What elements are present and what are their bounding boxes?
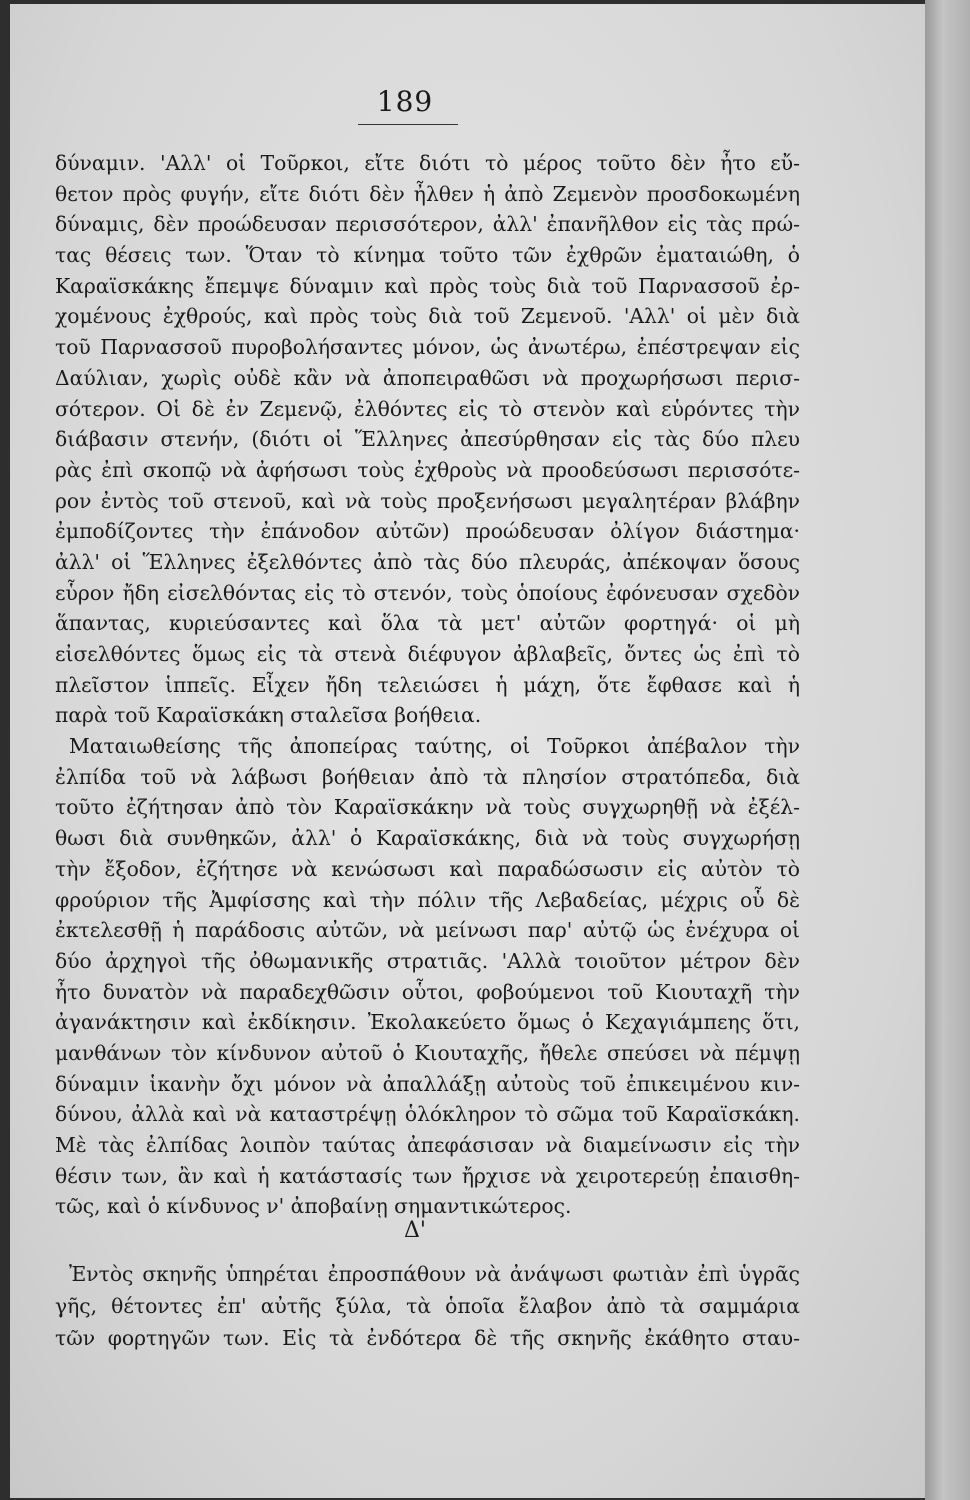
header-rule	[358, 124, 458, 125]
text-line: διάβασιν στενήν, (διότι οἱ Ἕλληνες ἀπεσύρθησαν εἰς τὰς δύο πλευ	[55, 427, 800, 452]
text-line: γῆς, θέτοντες ἐπ' αὐτῆς ξύλα, τὰ ὁποῖα ἔλαβον ἀπὸ τὰ σαμμάρια	[55, 1294, 800, 1318]
text-line: δύναμιν ἱκανὴν ὄχι μόνον νὰ ἀπαλλάξῃ αὐτοὺς τοῦ ἐπικειμένου κιν-	[55, 1071, 800, 1096]
text-line: τας θέσεις των. Ὅταν τὸ κίνημα τοῦτο τῶν ἐχθρῶν ἐματαιώθη, ὁ	[55, 243, 800, 268]
section-text-block	[55, 1258, 800, 1354]
text-line: ἐμποδίζοντες τὴν ἐπάνοδον αὐτῶν) προώδευσαν ὀλίγον διάστημα·	[55, 519, 800, 544]
text-line: σότερον. Οἱ δὲ ἐν Ζεμενῷ, ἐλθόντες εἰς τὸ στενὸν καὶ εὑρόντες τὴν	[55, 396, 800, 421]
text-line: τὴν ἔξοδον, ἐζήτησε νὰ κενώσωσι καὶ παραδώσωσιν εἰς αὐτὸν τὸ	[55, 856, 800, 881]
text-line: θετον πρὸς φυγήν, εἴτε διότι δὲν ἦλθεν ἡ ἀπὸ Ζεμενὸν προσδοκωμένη	[55, 181, 800, 206]
page-edge	[925, 0, 970, 1500]
text-line: ρον ἐντὸς τοῦ στενοῦ, καὶ νὰ τοὺς προξενήσωσι μεγαλητέραν βλάβην	[55, 488, 800, 513]
text-line: ἀγανάκτησιν καὶ ἐκδίκησιν. Ἐκολακεύετο ὅμως ὁ Κεχαγιάμπεης ὅτι,	[55, 1010, 800, 1035]
text-line: Καραϊσκάκης ἔπεμψε δύναμιν καὶ πρὸς τοὺς διὰ τοῦ Παρνασσοῦ ἐρ-	[55, 273, 800, 298]
text-line: χομένους ἐχθρούς, καὶ πρὸς τοὺς διὰ τοῦ Ζεμενοῦ. 'Αλλ' οἱ μὲν διὰ	[55, 304, 800, 329]
text-line: ἦτο δυνατὸν νὰ παραδεχθῶσιν οὗτοι, φοβούμενοι τοῦ Κιουταχῆ τὴν	[55, 979, 800, 1004]
text-line: Μὲ τὰς ἐλπίδας λοιπὸν ταύτας ἀπεφάσισαν νὰ διαμείνωσιν εἰς τὴν	[55, 1133, 800, 1157]
text-line: μανθάνων τὸν κίνδυνον αὐτοῦ ὁ Κιουταχῆς, ἤθελε σπεύσει νὰ πέμψῃ	[55, 1040, 800, 1065]
text-line: Δαύλιαν, χωρὶς οὐδὲ κἂν νὰ ἀποπειραθῶσι νὰ προχωρήσωσι περισ-	[55, 365, 800, 390]
text-line: δύνου, ἀλλὰ καὶ νὰ καταστρέψῃ ὁλόκληρον τὸ σῶμα τοῦ Καραϊσκάκη.	[55, 1102, 800, 1127]
text-line: τοῦ Παρνασσοῦ πυροβολήσαντες μόνον, ὡς ἀνωτέρω, ἐπέστρεψαν εἰς	[55, 335, 800, 360]
text-line: δύο ἀρχηγοὶ τῆς ὀθωμανικῆς στρατιᾶς. 'Αλλὰ τοιοῦτον μέτρον δὲν	[55, 948, 800, 973]
text-line: θέσιν των, ἂν καὶ ἡ κατάστασίς των ἤρχισε νὰ χειροτερεύῃ ἐπαισθη-	[55, 1163, 800, 1188]
text-line: εἰσελθόντες ὅμως εἰς τὰ στενὰ διέφυγον ἀβλαβεῖς, ὄντες ὡς ἐπὶ τὸ	[55, 642, 800, 666]
text-line: ἀλλ' οἱ Ἕλληνες ἐξελθόντες ἀπὸ τὰς δύο πλευράς, ἀπέκοψαν ὅσους	[55, 549, 800, 574]
text-line: δύναμιν. 'Αλλ' οἱ Τοῦρκοι, εἴτε διότι τὸ μέρος τοῦτο δὲν ἦτο εὔ-	[55, 151, 800, 175]
text-line: ἅπαντας, κυριεύσαντες καὶ ὅλα τὰ μετ' αὐτῶν φορτηγά· οἱ μὴ	[55, 611, 800, 636]
section-heading: Δ'	[404, 1218, 426, 1243]
text-line: φρούριον τῆς Ἀμφίσσης καὶ τὴν πόλιν τῆς Λεβαδείας, μέχρις οὗ δὲ	[55, 887, 800, 912]
page-number: 189	[376, 85, 434, 118]
text-line: τῶς, καὶ ὁ κίνδυνος ν' ἀποβαίνῃ σημαντικώτερος.	[55, 1194, 572, 1219]
text-line: θωσι διὰ συνθηκῶν, ἀλλ' ὁ Καραϊσκάκης, διὰ νὰ τοὺς συγχωρήσῃ	[55, 826, 800, 851]
text-line: τῶν φορτηγῶν των. Εἰς τὰ ἐνδότερα δὲ τῆς σκηνῆς ἐκάθητο σταυ-	[55, 1326, 800, 1350]
text-line: ἐλπίδα τοῦ νὰ λάβωσι βοήθειαν ἀπὸ τὰ πλησίον στρατόπεδα, διὰ	[55, 764, 800, 789]
text-line: παρὰ τοῦ Καραϊσκάκη σταλεῖσα βοήθεια.	[55, 703, 482, 728]
text-line: τοῦτο ἐζήτησαν ἀπὸ τὸν Καραϊσκάκην νὰ τοὺς συγχωρηθῇ νὰ ἐξέλ-	[55, 795, 800, 820]
text-line: πλεῖστον ἱππεῖς. Εἶχεν ἤδη τελειώσει ἡ μάχη, ὅτε ἔφθασε καὶ ἡ	[55, 672, 800, 697]
text-line: ἐκτελεσθῇ ἡ παράδοσις αὐτῶν, νὰ μείνωσι παρ' αὐτῷ ὡς ἐνέχυρα οἱ	[55, 918, 800, 943]
main-text-block	[55, 148, 800, 1222]
text-line: δύναμις, δὲν προώδευσαν περισσότερον, ἀλλ' ἐπανῆλθον εἰς τὰς πρώ-	[55, 212, 800, 237]
text-line: Ματαιωθείσης τῆς ἀποπείρας ταύτης, οἱ Τοῦρκοι ἀπέβαλον τὴν	[69, 734, 800, 759]
text-line: Ἐντὸς σκηνῆς ὑπηρέται ἐπροσπάθουν νὰ ἀνάψωσι φωτιὰν ἐπὶ ὑγρᾶς	[69, 1262, 800, 1286]
text-line: εὗρον ἤδη εἰσελθόντας εἰς τὸ στενόν, τοὺς ὁποίους ἐφόνευσαν σχεδὸν	[55, 580, 800, 605]
text-line: ρὰς ἐπὶ σκοπῷ νὰ ἀφήσωσι τοὺς ἐχθροὺς νὰ προοδεύσωσι περισσότε-	[55, 457, 800, 482]
